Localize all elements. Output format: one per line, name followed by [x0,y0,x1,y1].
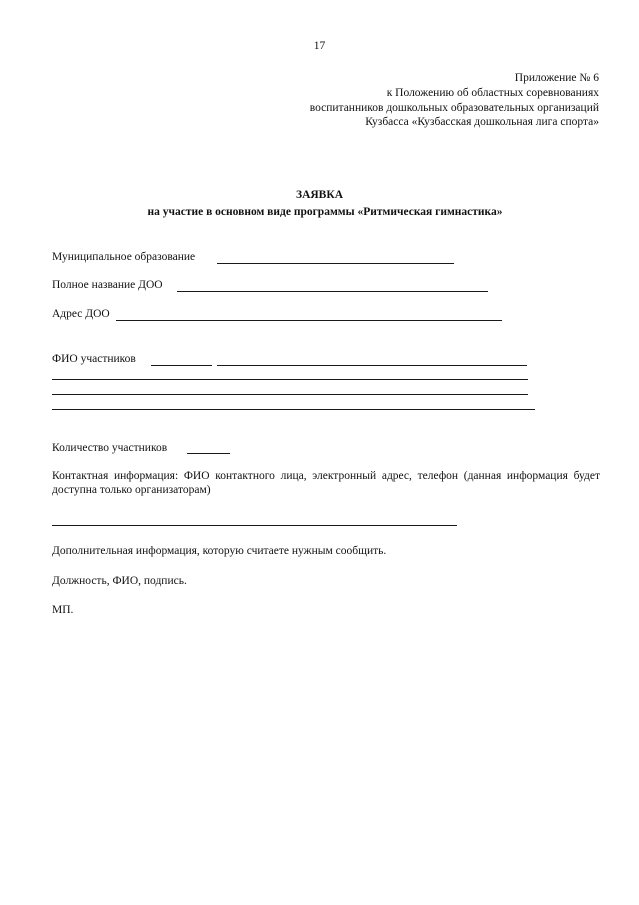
address-input-line[interactable] [116,320,502,321]
full-name-label: Полное название ДОО [52,279,163,291]
form-title-heading: ЗАЯВКА [296,189,343,201]
form-title-subtitle: на участие в основном виде программы «Ритмическая гимнастика» [147,206,503,218]
participants-input-line-4[interactable] [52,409,535,410]
participants-label: ФИО участников [52,353,136,365]
municipality-input-line[interactable] [217,263,454,264]
page-number: 17 [313,40,326,52]
position-signature-text: Должность, ФИО, подпись. [52,575,187,587]
count-label: Количество участников [52,442,168,454]
participants-input-line-3[interactable] [52,394,528,395]
participants-input-line-1b[interactable] [217,365,527,366]
contact-input-line[interactable] [52,525,457,526]
address-label: Адрес ДОО [52,308,110,320]
appendix-line-1: Приложение № 6 [514,72,599,84]
municipality-label: Муниципальное образование [52,251,196,263]
count-input-line[interactable] [187,453,230,454]
appendix-line-3: воспитанников дошкольных образовательных организаций [309,102,599,114]
contact-info-text: Контактная информация: ФИО контактного лица, электронный адрес, телефон (данная информация будет доступна только организаторам) [52,470,600,497]
additional-info-text: Дополнительная информация, которую считаете нужным сообщить. [52,545,387,557]
full-name-input-line[interactable] [177,291,488,292]
participants-input-line-2[interactable] [52,379,528,380]
participants-input-line-1a[interactable] [151,365,212,366]
appendix-line-4: Кузбасса «Кузбасская дошкольная лига спорта» [365,116,599,128]
stamp-text: МП. [52,604,74,616]
appendix-line-2: к Положению об областных соревнованиях [386,87,599,99]
